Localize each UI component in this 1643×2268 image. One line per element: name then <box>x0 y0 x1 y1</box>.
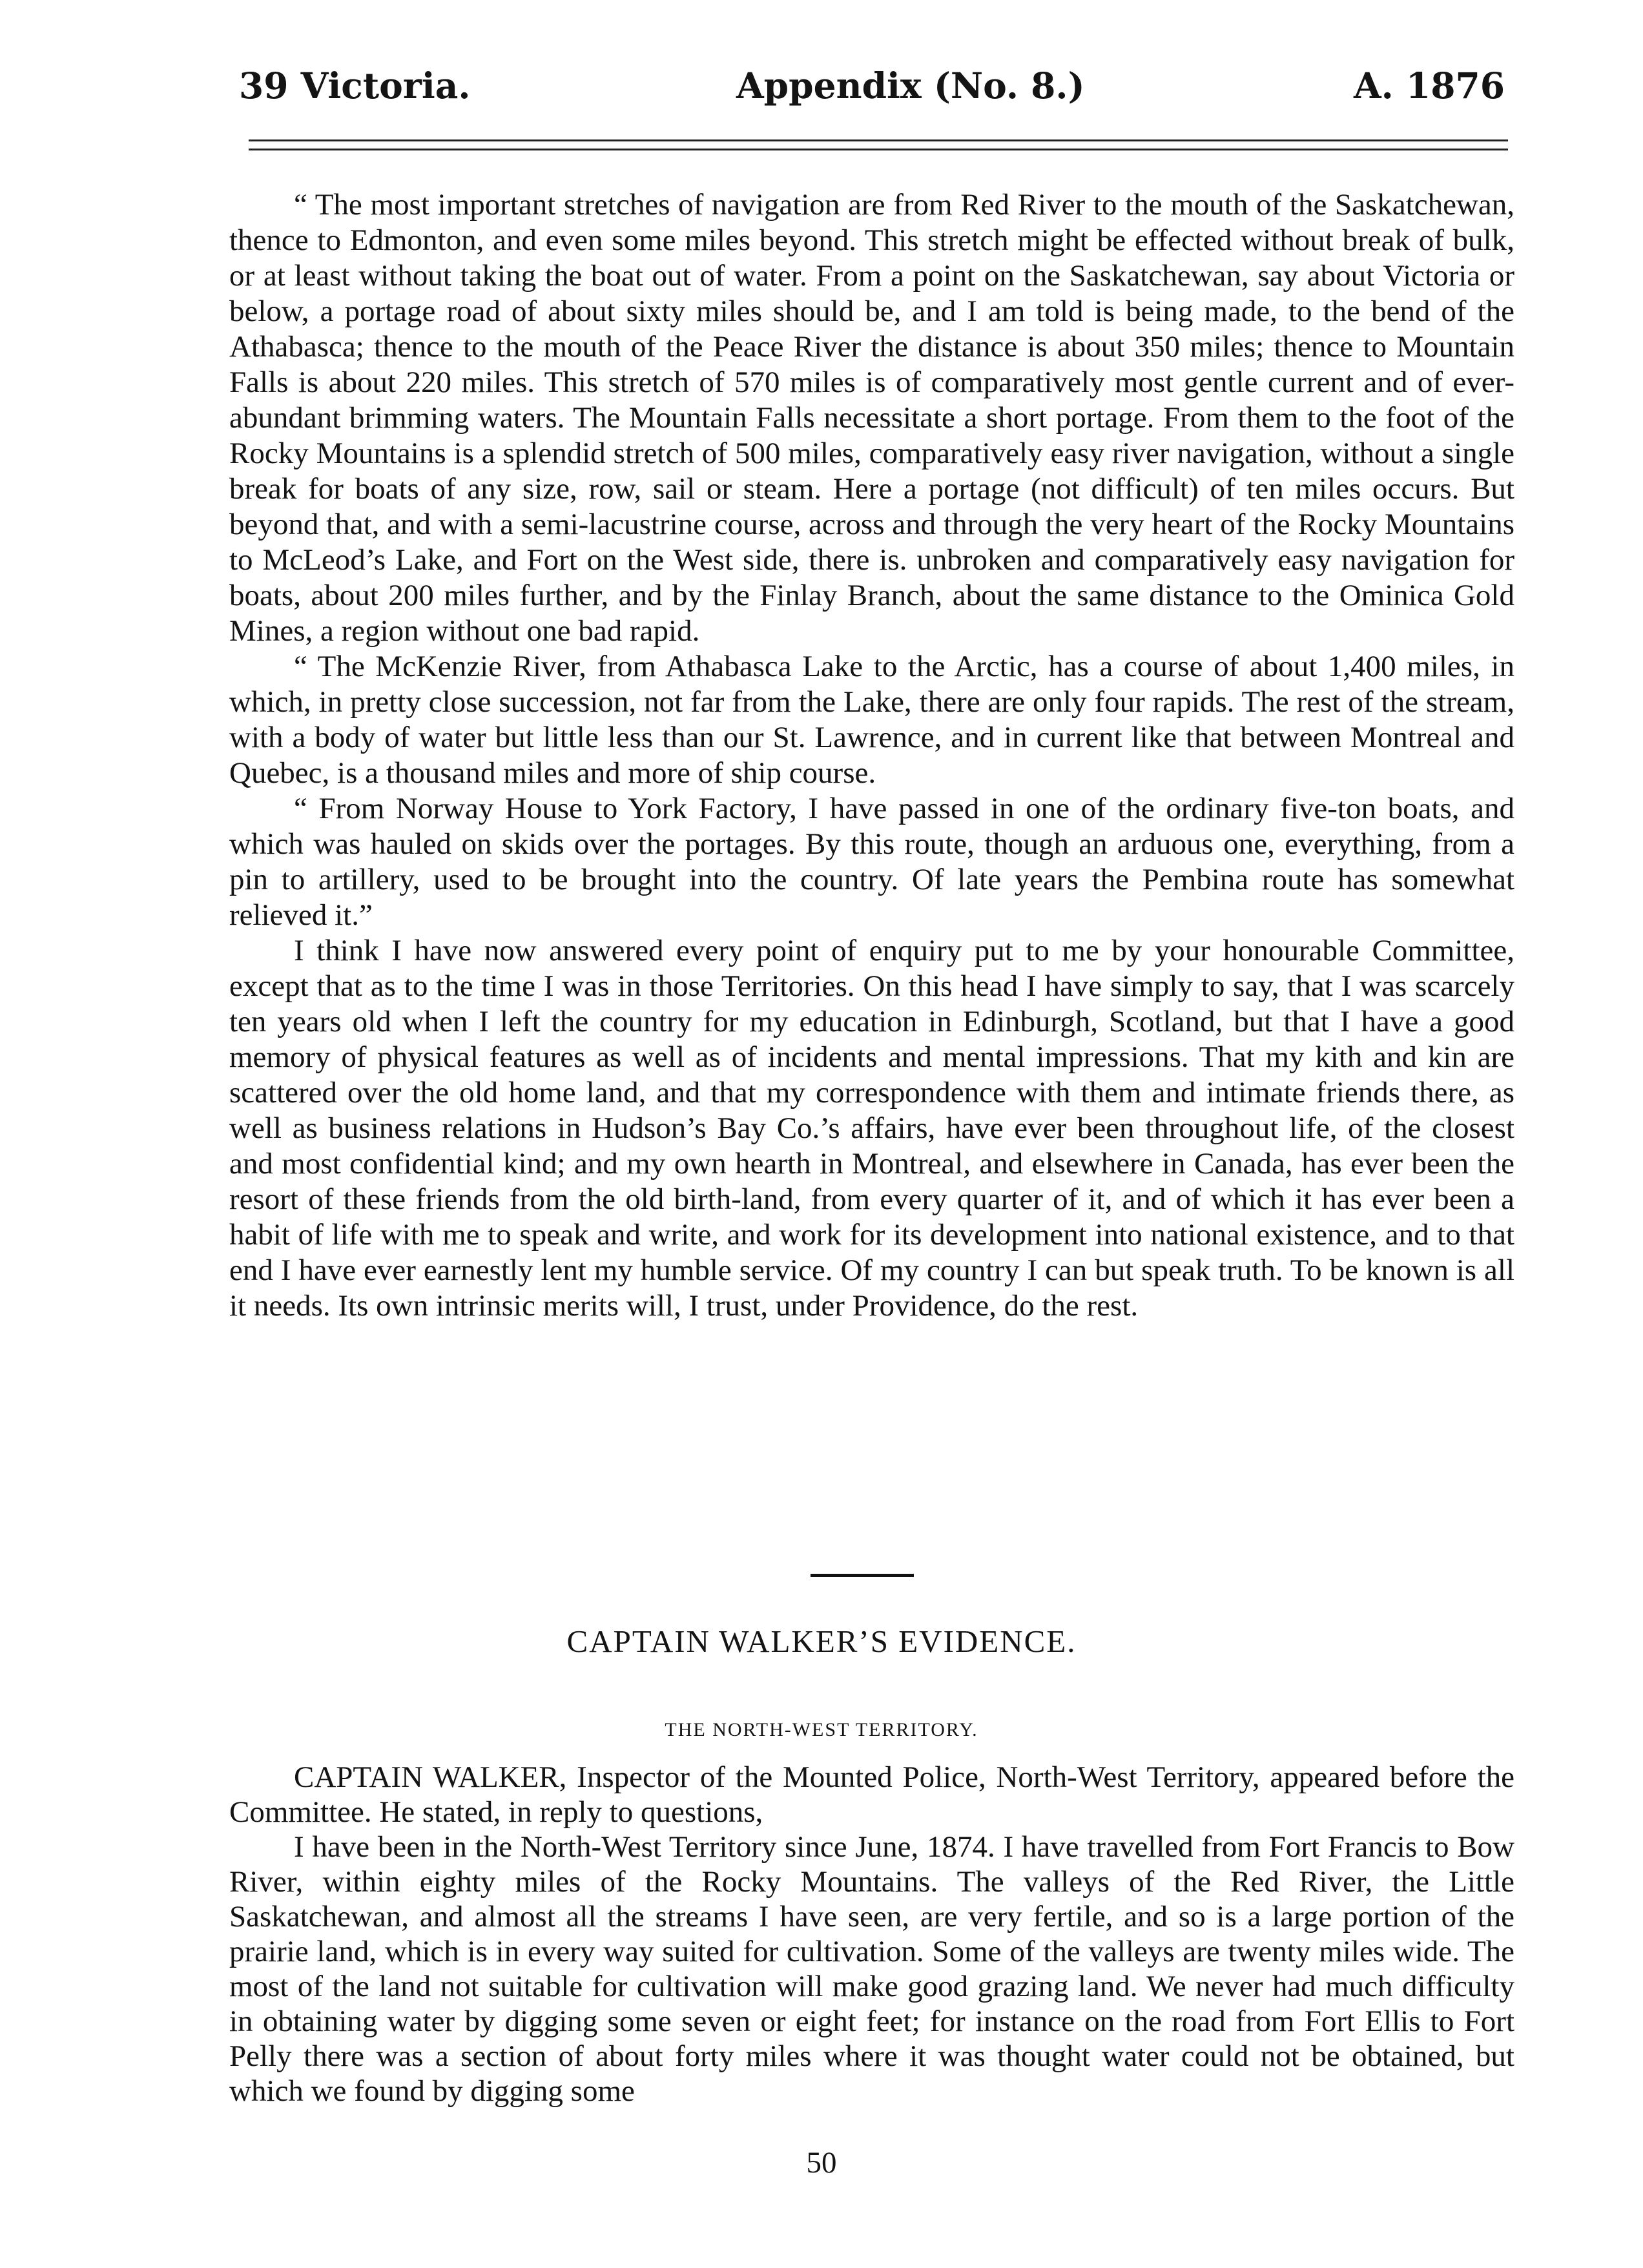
paragraph: I have been in the North-West Territory since June, 1874. I have travelled from Fort Francis to Bow River, within eighty miles of the Rocky Mountains. The valleys of the Red River, the Little Saskatchewan, and almost all the streams I have seen, are very fertile, and so is a large portion of the prairie land, which is in every way suited for cultivation. Some of the valleys are twenty miles wide. The most of the land not suitable for cultivation will make good grazing land. We never had much difficulty in obtaining water by digging some seven or eight feet; for instance on the road from Fort Ellis to Fort Pelly there was a section of about forty miles where it was thought water could not be obtained, but which we found by digging some <box>229 1830 1514 2108</box>
paragraph: “ The most important stretches of navigation are from Red River to the mouth of the Saskatchewan, thence to Edmonton, and even some miles beyond. This stretch might be effected without break of bulk, or at least without taking the boat out of water. From a point on the Saskatchewan, say about Victoria or below, a portage road of about sixty miles should be, and I am told is being made, to the bend of the Athabasca; thence to the mouth of the Peace River the distance is about 350 miles; thence to Mountain Falls is about 220 miles. This stretch of 570 miles is of comparatively most gentle current and of ever-abundant brimming waters. The Mountain Falls necessitate a short portage. From them to the foot of the Rocky Mountains is a splendid stretch of 500 miles, comparatively easy river navigation, without a single break for boats of any size, row, sail or steam. Here a portage (not difficult) of ten miles occurs. But beyond that, and with a semi-lacustrine course, across and through the very heart of the Rocky Mountains to McLeod’s Lake, and Fort on the West side, there is. unbroken and comparatively easy navigation for boats, about 200 miles further, and by the Finlay Branch, about the same distance to the Ominica Gold Mines, a region without one bad rapid. <box>229 188 1514 648</box>
section-subtitle: THE NORTH-WEST TERRITORY. <box>665 1719 978 1740</box>
header-year: A. 1876 <box>1353 65 1505 107</box>
header-session: 39 Victoria. <box>239 65 471 107</box>
section-title: CAPTAIN WALKER’S EVIDENCE. <box>566 1624 1077 1659</box>
paragraph: I think I have now answered every point of enquiry put to me by your honourable Committee, except that as to the time I was in those Territories. On this head I have simply to say, that I was scarcely ten years old when I left the country for my education in Edinburgh, Scotland, but that I have a good memory of physical features as well as of incidents and mental impressions. That my kith and kin are scattered over the old home land, and that my correspondence with them and intimate friends there, as well as business relations in Hudson’s Bay Co.’s affairs, have ever been throughout life, of the closest and most confidential kind; and my own hearth in Montreal, and elsewhere in Canada, has ever been the resort of these friends from the old birth-land, from every quarter of it, and of which it has ever been a habit of life with me to speak and write, and work for its development into national existence, and to that end I have ever earnestly lent my humble service. Of my country I can but speak truth. To be known is all it needs. Its own intrinsic merits will, I trust, under Providence, do the rest. <box>229 934 1514 1323</box>
page-number: 50 <box>806 2146 837 2180</box>
paragraph: “ The McKenzie River, from Athabasca Lake to the Arctic, has a course of about 1,400 miles, in which, in pretty close succession, not far from the Lake, there are only four rapids. The rest of the stream, with a body of water but little less than our St. Lawrence, and in current like that between Montreal and Quebec, is a thousand miles and more of ship course. <box>229 650 1514 790</box>
page-header <box>239 65 1505 116</box>
evidence-text <box>229 1760 1514 2108</box>
paragraph: “ From Norway House to York Factory, I have passed in one of the ordinary five-ton boats, and which was hauled on skids over the portages. By this route, though an arduous one, everything, from a pin to artillery, used to be brought into the country. Of late years the Pembina route has somewhat relieved it.” <box>229 792 1514 932</box>
header-appendix: Appendix (No. 8.) <box>736 65 1085 107</box>
paragraph: CAPTAIN WALKER, Inspector of the Mounted Police, North-West Territory, appeared before the Committee. He stated, in reply to questions, <box>229 1760 1514 1829</box>
header-rule-top <box>249 139 1508 141</box>
section-divider <box>811 1574 914 1577</box>
main-text <box>229 187 1514 1324</box>
header-rule-bottom <box>249 149 1508 150</box>
